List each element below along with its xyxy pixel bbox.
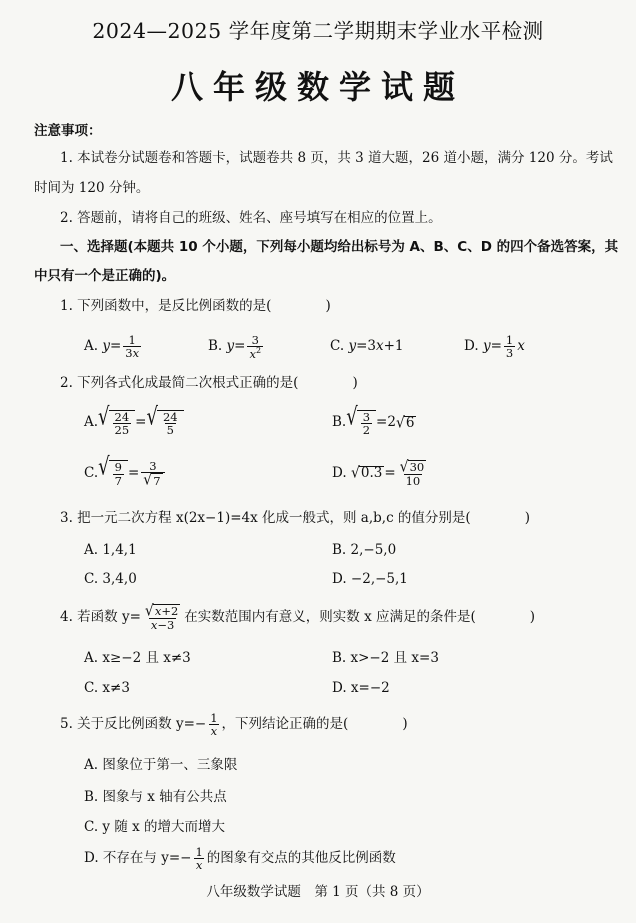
option-letter: D. (332, 464, 347, 481)
question-1-option-a: A. y = $\frac{1}{3x}$ (84, 333, 140, 361)
option-letter: C. (84, 464, 99, 481)
section-1-heading-line-2: 中只有一个是正确的)。 (34, 268, 176, 284)
question-3-stem: 3. 把一元二次方程 x(2x−1)=4x 化成一般式，则 a,b,c 的值分别是( ) (60, 510, 530, 526)
question-5-stem-suffix: ，下列结论正确的是( ) (221, 715, 408, 732)
question-5-stem-prefix: 5. 关于反比例函数 y=− (60, 715, 207, 732)
option-letter: D. (464, 337, 479, 354)
notes-item-2: 2. 答题前，请将自己的班级、姓名、座号填写在相应的位置上。 (60, 210, 442, 226)
question-3-option-b: B. 2,−5,0 (332, 542, 397, 558)
question-3-option-c: C. 3,4,0 (84, 571, 137, 587)
option-letter: B. (332, 414, 347, 431)
question-1-option-b: B. y = $\frac{3}{x^2}$ (208, 333, 262, 361)
section-1-heading-line-1: 一、选择题(本题共 10 个小题，下列每小题均给出标号为 A、B、C、D 的四个备选答案，其 (60, 239, 619, 255)
question-3-option-d: D. −2,−5,1 (332, 571, 408, 587)
question-2-option-c: C. √ $\frac{9}{7}$ = 3 √ 7 (84, 460, 167, 487)
question-4-stem-prefix: 4. 若函数 y= (60, 608, 141, 625)
question-2-option-d: D. √ 0.3 = √ 30 10 (332, 458, 425, 488)
question-1-option-d: D. y = $\frac{1}{3}$ x (464, 333, 525, 361)
question-5-stem: 5. 关于反比例函数 y=− $\frac{1}{x}$ ，下列结论正确的是( ) (60, 711, 408, 739)
question-4-stem-suffix: 在实数范围内有意义，则实数 x 应满足的条件是( ) (184, 608, 536, 625)
option-letter: A. (84, 337, 99, 354)
question-5-option-d-prefix: D. 不存在与 y=− (84, 849, 192, 866)
question-4-option-a: A. x≥−2 且 x≠3 (84, 650, 191, 666)
question-3-option-a: A. 1,4,1 (84, 542, 137, 558)
question-2-stem: 2. 下列各式化成最简二次根式正确的是( ) (60, 375, 358, 391)
subject-title: 八年级数学试题 (170, 68, 465, 106)
question-1-option-c: C. y =3 x +1 (330, 338, 404, 354)
question-5-option-d: D. 不存在与 y=− $\frac{1}{x}$ 的图象有交点的其他反比例函数 (84, 845, 396, 873)
question-2-option-b: B. √ $\frac{3}{2}$ =2 √ 6 (332, 402, 415, 438)
question-2-option-a: A. √ $\frac{24}{25}$ = √ $\frac{24}{5}$ (84, 410, 184, 436)
notes-item-1-line-1: 1. 本试卷分试题卷和答题卡，试题卷共 8 页，共 3 道大题，26 道小题，满分 120 分。考试 (60, 150, 613, 166)
option-letter: B. (208, 338, 223, 355)
question-4-option-b: B. x>−2 且 x=3 (332, 650, 439, 666)
question-1-stem: 1. 下列函数中，是反比例函数的是( ) (60, 298, 331, 314)
question-5-option-c: C. y 随 x 的增大而增大 (84, 819, 226, 835)
question-5-option-b: B. 图象与 x 轴有公共点 (84, 789, 227, 805)
notes-item-1-line-2: 时间为 120 分钟。 (34, 180, 150, 196)
option-letter: A. (84, 414, 99, 431)
question-5-option-d-suffix: 的图象有交点的其他反比例函数 (206, 849, 396, 866)
question-4-option-d: D. x=−2 (332, 680, 390, 696)
question-4-option-c: C. x≠3 (84, 680, 130, 696)
question-5-option-a: A. 图象位于第一、三象限 (84, 757, 238, 773)
page-footer: 八年级数学试题 第 1 页（共 8 页） (206, 884, 430, 900)
exam-title: 2024—2025 学年度第二学期期末学业水平检测 (92, 19, 544, 43)
question-4-stem: 4. 若函数 y= √ x +2 x−3 在实数范围内有意义，则实数 x 应满足的条件是( ) (60, 602, 536, 632)
option-letter: C. (330, 338, 345, 354)
notes-heading: 注意事项： (34, 123, 102, 139)
